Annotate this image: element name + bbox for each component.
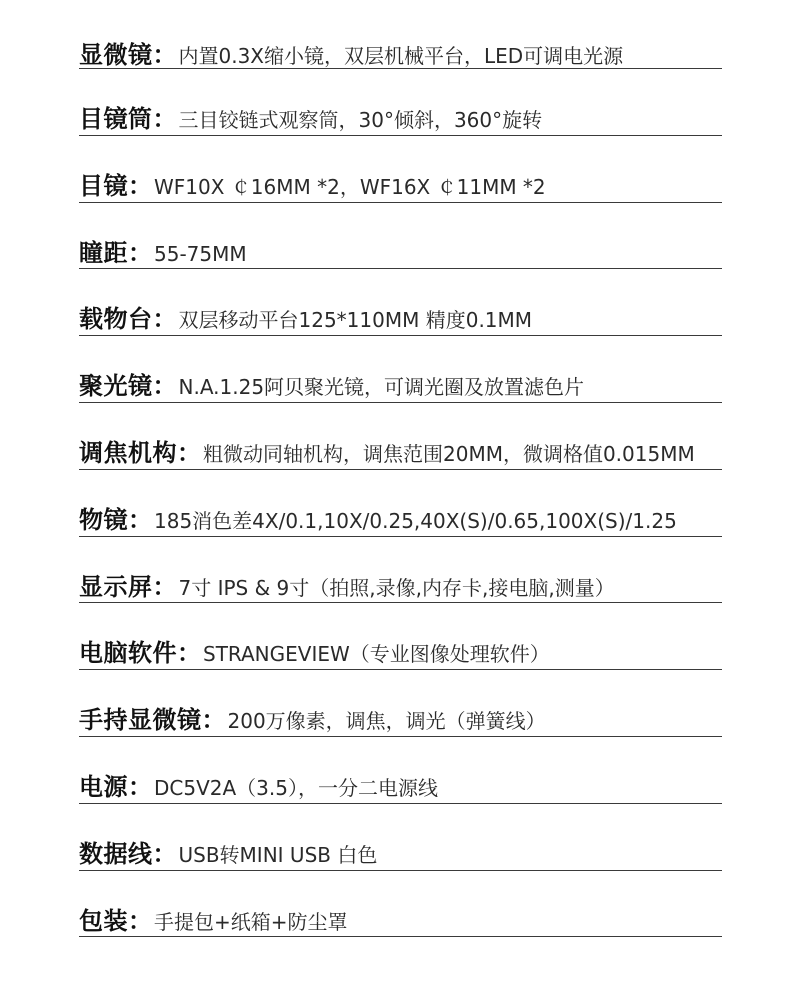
spec-label: 调焦机构 <box>79 438 177 467</box>
spec-row-eyepiece <box>79 136 722 203</box>
spec-value: 55-75MM <box>154 241 247 266</box>
spec-value: USB转MINI USB 白色 <box>178 842 378 867</box>
spec-colon: ： <box>128 238 152 267</box>
spec-colon: ： <box>152 305 177 334</box>
spec-label: 聚光镜 <box>79 372 153 401</box>
spec-value: STRANGEVIEW（专业图像处理软件） <box>203 642 550 667</box>
spec-colon: ： <box>152 572 177 601</box>
spec-colon: ： <box>177 639 201 668</box>
spec-label: 手持显微镜 <box>79 706 202 735</box>
spec-value: 双层移动平台125*110MM 精度0.1MM <box>178 308 533 333</box>
spec-colon: ： <box>128 906 152 935</box>
spec-label: 数据线 <box>79 839 153 868</box>
spec-label: 目镜筒 <box>79 105 153 133</box>
spec-row-stage <box>79 269 722 336</box>
spec-colon: ： <box>128 505 152 534</box>
spec-row-software <box>79 603 722 670</box>
spec-row-eyepiece-tube <box>79 69 722 136</box>
spec-label: 显示屏 <box>79 572 153 601</box>
spec-colon: ： <box>152 105 177 133</box>
spec-colon: ： <box>128 171 152 200</box>
spec-row-data-cable <box>79 804 722 871</box>
spec-row-focus-mechanism <box>79 403 722 470</box>
spec-value: 200万像素，调焦，调光（弹簧线） <box>227 709 546 734</box>
spec-value: 手提包+纸箱+防尘罩 <box>154 909 348 934</box>
spec-colon: ： <box>177 438 201 467</box>
spec-list <box>79 35 722 937</box>
spec-value: 7寸 IPS & 9寸（拍照,录像,内存卡,接电脑,测量） <box>178 575 615 600</box>
spec-value: DC5V2A（3.5），一分二电源线 <box>154 775 438 800</box>
spec-row-pupil-distance <box>79 203 722 270</box>
spec-row-objective <box>79 470 722 537</box>
spec-label: 载物台 <box>79 305 153 334</box>
spec-label: 包装 <box>79 906 128 935</box>
spec-row-handheld-microscope <box>79 670 722 737</box>
spec-row-display <box>79 537 722 604</box>
spec-colon: ： <box>152 41 177 69</box>
spec-label: 电源 <box>79 772 128 801</box>
spec-row-condenser <box>79 336 722 403</box>
spec-label: 物镜 <box>79 505 128 534</box>
spec-value: 185消色差4X/0.1,10X/0.25,40X(S)/0.65,100X(S)/1.25 <box>154 508 677 533</box>
spec-label: 瞳距 <box>79 238 128 267</box>
spec-colon: ： <box>201 706 226 735</box>
spec-value: WF10X ￠16MM *2，WF16X ￠11MM *2 <box>154 174 546 199</box>
spec-colon: ： <box>128 772 152 801</box>
spec-colon: ： <box>152 839 177 868</box>
spec-row-power <box>79 737 722 804</box>
spec-value: N.A.1.25阿贝聚光镜，可调光圈及放置滤色片 <box>178 375 585 400</box>
spec-value: 内置0.3X缩小镜，双层机械平台，LED可调电光源 <box>178 44 624 68</box>
spec-value: 三目铰链式观察筒，30°倾斜，360°旋转 <box>178 108 543 132</box>
spec-label: 电脑软件 <box>79 639 177 668</box>
spec-colon: ： <box>152 372 177 401</box>
spec-value: 粗微动同轴机构，调焦范围20MM，微调格值0.015MM <box>203 441 695 466</box>
spec-label: 目镜 <box>79 171 128 200</box>
spec-row-microscope <box>79 35 722 69</box>
spec-row-packaging <box>79 871 722 938</box>
spec-label: 显微镜 <box>79 41 153 69</box>
